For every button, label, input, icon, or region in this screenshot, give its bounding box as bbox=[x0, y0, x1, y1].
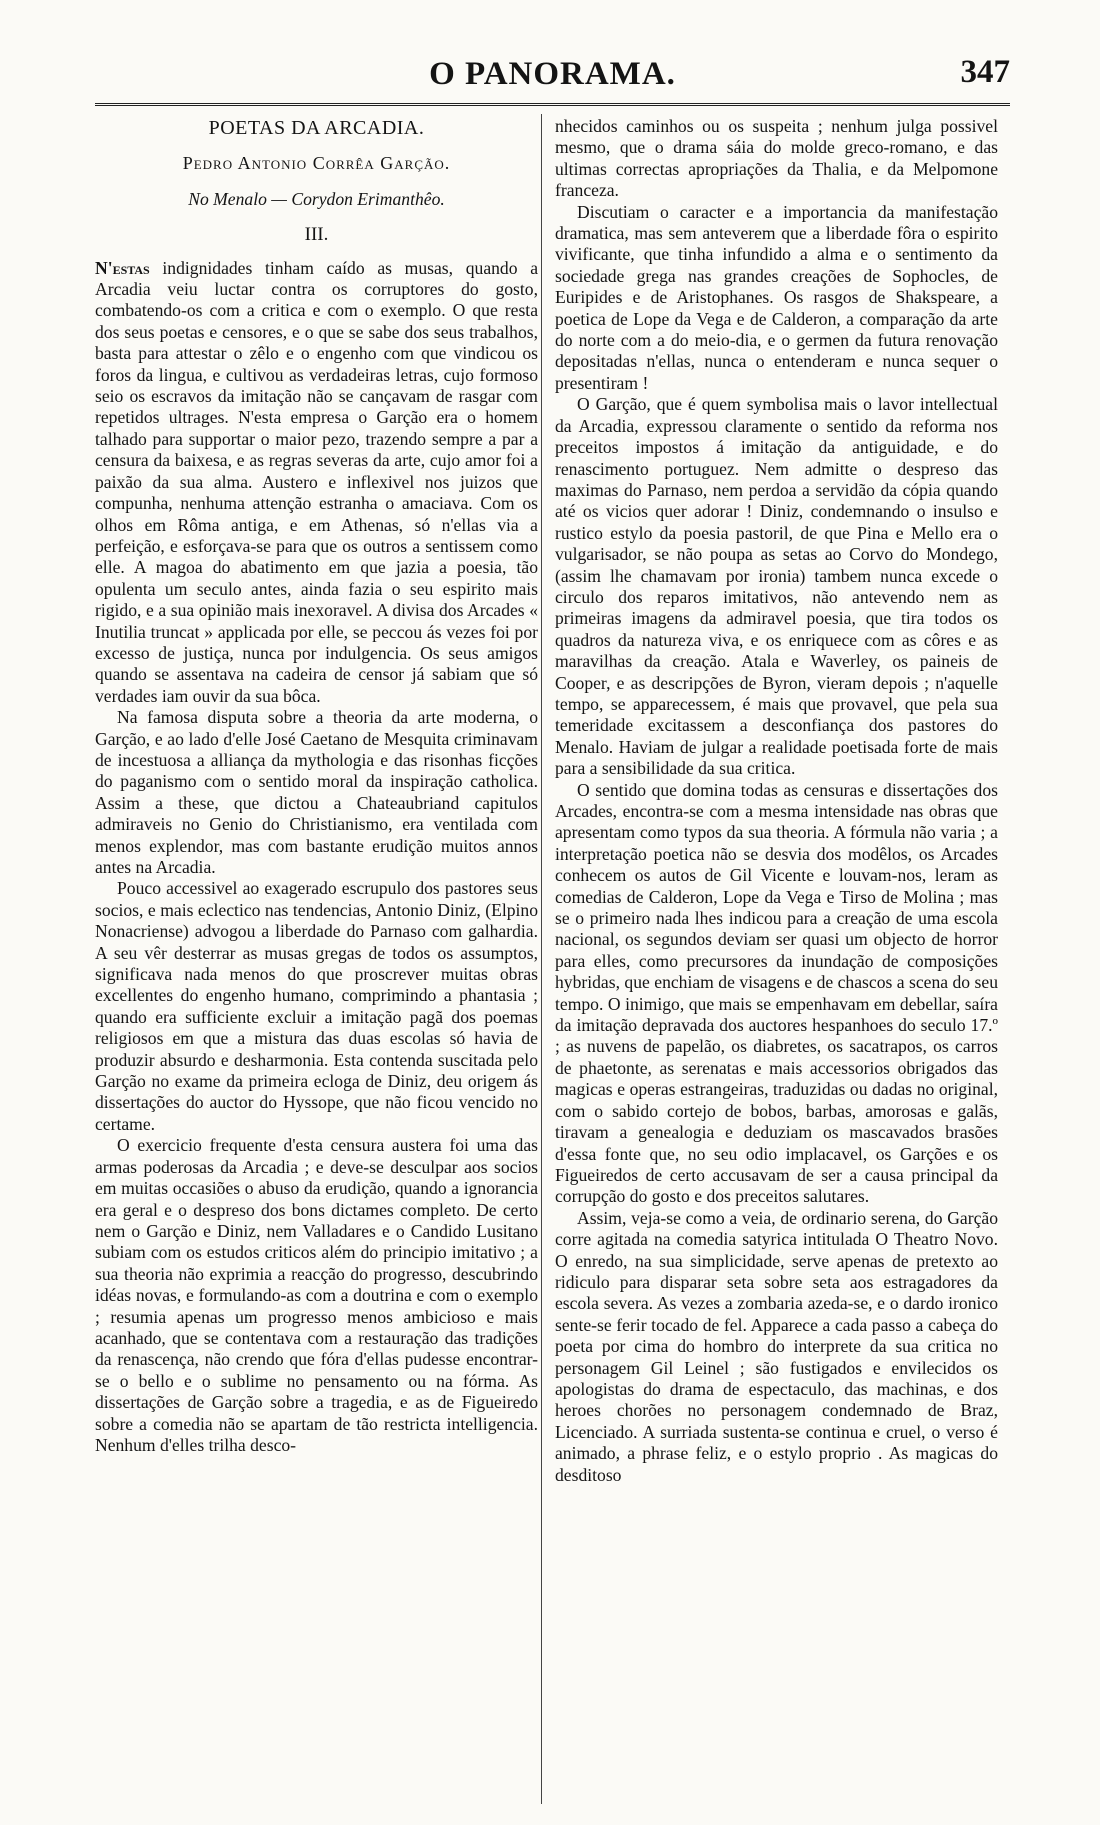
paragraph-6: Discutiam o caracter e a importancia da manifestação dramatica, mas sem anteverem que a liberdade fôra o espirito vivificante, que tinha infundido a alma e o sentimento da sociedade grega nas grandes creações de Sophocles, de Euripides e de Aristophanes. Os rasgos de Shakspeare, a poetica de Lope da Vega e de Calderon, a comparação da arte do norte com a do meio-dia, e o germen da futura renovação depositadas n'ellas, nunca o entenderam e nunca sequer o presentiram ! bbox=[555, 201, 998, 393]
left-column bbox=[95, 116, 538, 1456]
page-header bbox=[95, 48, 1010, 98]
article-author: Pedro Antonio Corrêa Garção. bbox=[182, 153, 451, 174]
paragraph-7: O Garção, que é quem symbolisa mais o lavor intellectual da Arcadia, expressou claramente o sentido da reforma nos preceitos impostos á imitação da antiguidade, e do renascimento portuguez. Nem admitte o despreso das maximas do Parnaso, nem perdoa a servidão da cópia quando até os vicios quer adorar ! Diniz, condemnando o insulso e rustico estylo da poesia pastoril, de que Pina e Mello era o vulgarisador, se não poupa as setas ao Corvo do Mondego, (assim lhe chamavam por ironia) tambem nunca excede o circulo dos reparos imitativos, não antevendo nem as primeiras imagens da admiravel poesia, que tira todos os quadros da natureza viva, e os enriquece com as côres e as maravilhas da creação. Atala e Waverley, os paineis de Cooper, e as descripções de Byron, vieram depois ; n'aquelle tempo, se apparecessem, é mais que provavel, que pela sua temeridade excitassem a desconfiança dos pastores do Menalo. Haviam de julgar a realidade poetisada forte de mais para a sensibilidade da sua critica. bbox=[555, 394, 998, 779]
article-title: POETAS DA ARCADIA. bbox=[208, 117, 425, 139]
header-rule bbox=[95, 103, 1010, 106]
paragraph-1-text: indignidades tinham caído as musas, quando a Arcadia veiu luctar contra os corruptores do gosto, combatendo-os com a critica e com o exemplo. O que resta dos seus poetas e censores, e o que se sabe dos seus trabalhos, basta para attestar o zêlo e o engenho com que vindicou os foros da lingua, e cultivou as verdadeiras letras, cujo formoso seio os escravos da imitação não se cançavam de rasgar com repetidos ultrages. N'esta empresa o Garção era o homem talhado para supportar o maior pezo, trazendo sempre a par a censura da baixesa, e as regras severas da arte, cujo amor foi a paixão da sua alma. Austero e inflexivel nos juizos que compunha, nenhuma attenção estranha o amaciava. Com os olhos em Rôma antiga, e em Athenas, só n'ellas via a perfeição, e esforçava-se para que os outros a sentissem como elle. A magoa do abatimento em que jazia a poesia, tão opulenta um seculo antes, ainda fazia o seu espirito mais rigido, e a sua opinião mais inexoravel. A divisa dos Arcades « Inutilia truncat » applicada por elle, se peccou ás vezes foi por excesso de justiça, nunca por indulgencia. Os seus amigos quando se assentava na cadeira de censor já sabiam que só verdades iam ouvir da sua bôca. bbox=[95, 257, 539, 706]
paragraph-1 bbox=[95, 258, 538, 708]
running-title: O PANORAMA. bbox=[429, 56, 676, 92]
paragraph-9: Assim, veja-se como a veia, de ordinario serena, do Garção corre agitada na comedia satyrica intitulada O Theatro Novo. O enredo, na sua simplicidade, serve apenas de pretexto ao ridiculo para disparar seta sobre seta aos estragadores da escola severa. As vezes a zombaria azeda-se, e o dardo ironico sente-se ferir tocado de fel. Apparece a cada passo a cabeça do poeta por cima do hombro do interprete da sua critica no personagem Gil Leinel ; são fustigados e envilecidos os apologistas do drama de espectaculo, das machinas, e dos heroes chorões no personagem condemnado de Braz, Licenciado. A surriada sustenta-se continua e cruel, o verso é animado, a phrase feliz, e o estylo proprio . As magicas do desditoso bbox=[555, 1207, 998, 1485]
article-epigraph: No Menalo — Corydon Erimanthêo. bbox=[188, 188, 445, 209]
right-column bbox=[555, 116, 998, 1486]
paragraph-2: Na famosa disputa sobre a theoria da arte moderna, o Garção, e ao lado d'elle José Caetano de Mesquita criminavam de incestuosa a alliança da mythologia e das risonhas ficções do paganismo com o sentido moral da inspiração catholica. Assim a these, que dictou a Chateaubriand capitulos admiraveis no Genio do Christianismo, era ventilada com menos explendor, mas com bastante erudição muitos annos antes na Arcadia. bbox=[95, 707, 538, 877]
page-number: 347 bbox=[960, 54, 1010, 90]
column-divider bbox=[541, 114, 542, 1804]
paragraph-8: O sentido que domina todas as censuras e dissertações dos Arcades, encontra-se com a mesma intensidade nas obras que apresentam como typos da sua theoria. A fórmula não varia ; a interpretação poetica não se desvia dos modêlos, os Arcades conhecem os autos de Gil Vicente e louvam-nos, leram as comedias de Calderon, Lope da Vega e Tirso de Molina ; mas se o primeiro nada lhes indicou para a creação de uma escola nacional, os segundos deviam ser quasi um objecto de horror para elles, como precursores da inundação de composições hybridas, que enchiam de visagens e de chascos a scena do seu tempo. O inimigo, que mais se empenhavam em debellar, saíra da imitação depravada dos auctores hespanhoes do seculo 17.º ; as nuvens de papelão, os diabretes, os sacatrapos, os carros de phaetonte, as serenatas e mais accessorios obrigados das magicas e operas estrangeiras, traduzidas ou dadas no original, com o sabido cortejo de bobos, barbas, amorosas e galãs, tiravam a genealogia e deduziam os mascavados brasões d'essa fonte que, no seu odio implacavel, os Garções e os Figueiredos de certo accusavam de ser a causa principal da corrupção do gosto e dos preceitos salutares. bbox=[555, 779, 998, 1207]
lead-word: N'estas bbox=[95, 257, 150, 278]
paragraph-5: nhecidos caminhos ou os suspeita ; nenhum julga possivel mesmo, que o drama sáia do molde greco-romano, e das ultimas correctas apropriações da Thalia, e da Melpomone franceza. bbox=[555, 116, 998, 201]
paragraph-4: O exercicio frequente d'esta censura austera foi uma das armas poderosas da Arcadia ; e deve-se desculpar aos socios em muitas occasiões o abuso da erudição, quando a ignorancia era geral e o despreso dos bons dictames completo. De certo nem o Garção e Diniz, nem Valladares e o Candido Lusitano subiam com os estudos criticos além do principio imitativo ; a sua theoria não exprimia a reacção do progresso, descubrindo idéas novas, e formulando-as com a doutrina e com o exemplo ; resumia apenas um progresso menos ambicioso e mais acanhado, que se contentava com a restauração das tradições da renascença, não crendo que fóra d'ellas pudesse encontrar-se o bello e o sublime no pensamento ou na fórma. As dissertações de Garção sobre a tragedia, e as de Figueiredo sobre a comedia não se apartam de tão restricta intelligencia. Nenhum d'elles trilha desco- bbox=[95, 1135, 538, 1455]
section-number: III. bbox=[304, 224, 329, 246]
paragraph-3: Pouco accessivel ao exagerado escrupulo dos pastores seus socios, e mais eclectico nas tendencias, Antonio Diniz, (Elpino Nonacriense) advogou a liberdade do Parnaso com galhardia. A seu vêr desterrar as musas gregas de todos os assumptos, significava nada menos do que proscrever muitas obras excellentes do engenho humano, comprimindo a phantasia ; quando era sufficiente excluir a imitação pagã dos poemas religiosos em que a mistura das duas escolas só havia de produzir absurdo e desharmonia. Esta contenda suscitada pelo Garção no exame da primeira ecloga de Diniz, deu origem ás dissertações do auctor do Hyssope, que não ficou vencido no certame. bbox=[95, 878, 538, 1134]
